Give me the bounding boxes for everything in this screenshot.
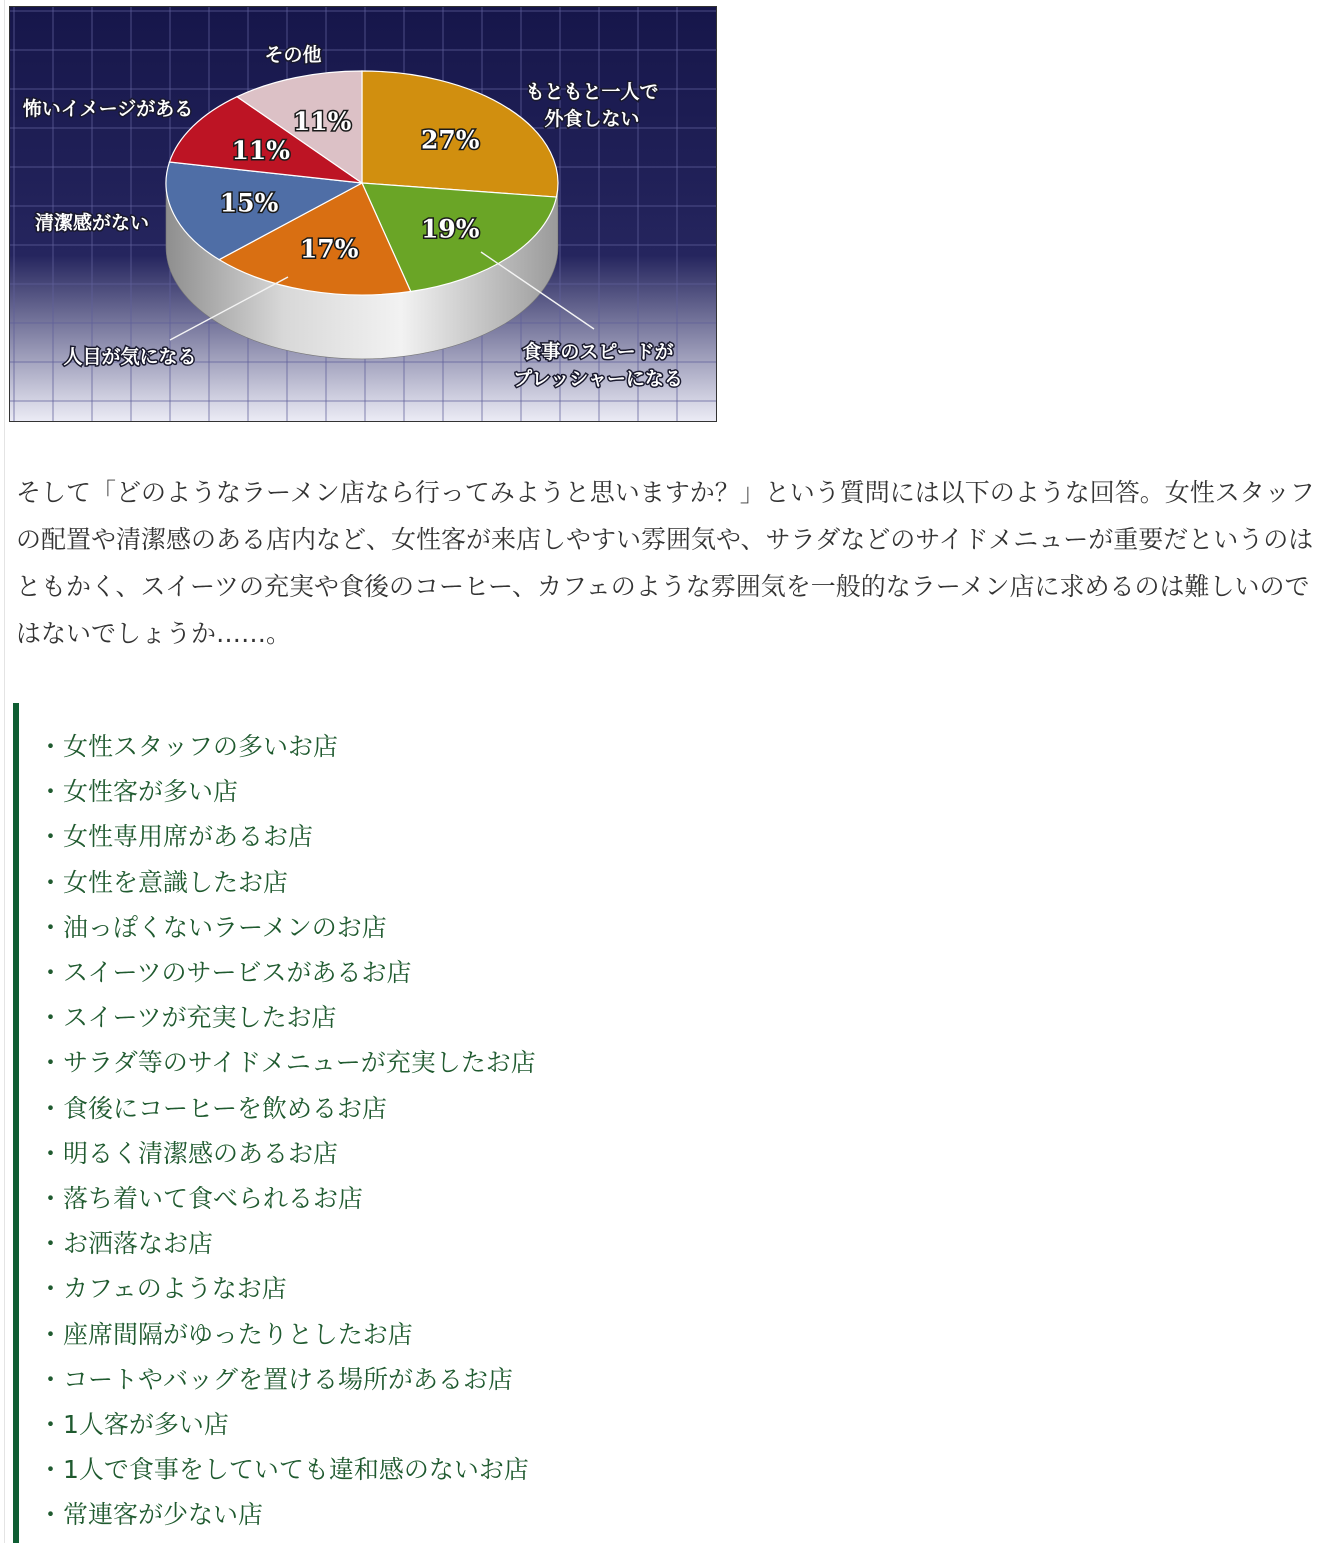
list-item: ・1人客が多い店 (38, 1410, 229, 1440)
pie-category-label: 食事のスピードが (522, 341, 674, 363)
list-item: ・落ち着いて食べられるお店 (38, 1184, 364, 1214)
pie-chart (10, 7, 716, 421)
list-item: ・お洒落なお店 (38, 1229, 214, 1259)
pie-category-label: 外食しない (544, 108, 640, 130)
list-item: ・座席間隔がゆったりとしたお店 (38, 1319, 413, 1349)
pie-value-label: 27% (420, 125, 480, 155)
list-item: ・カフェのようなお店 (38, 1274, 287, 1304)
list-item: ・女性スタッフの多いお店 (38, 732, 339, 761)
list-item: ・油っぽくないラーメンのお店 (38, 912, 387, 942)
list-item: ・スイーツが充実したお店 (38, 1003, 337, 1033)
list-item: ・常連客が少ない店 (38, 1500, 264, 1530)
pie-category-label: 人目が気になる (63, 346, 197, 368)
pie-chart-image (9, 6, 717, 422)
pie-category-label: 怖いイメージがある (22, 98, 194, 120)
list-item: ・明るく清潔感のあるお店 (38, 1138, 339, 1168)
list-item: ・女性専用席があるお店 (38, 822, 314, 852)
list-item: ・女性客が多い店 (38, 777, 239, 807)
pie-category-label: 清潔感がない (34, 212, 150, 234)
pie-category-label: プレッシャーになる (513, 368, 683, 390)
pie-category-label: もともと一人で (525, 81, 659, 103)
left-divider (4, 0, 5, 1543)
pie-value-label: 19% (420, 214, 480, 244)
list-item: ・スイーツのサービスがあるお店 (38, 958, 412, 988)
list-item: ・1人で食事をしていても違和感のないお店 (38, 1455, 529, 1485)
body-paragraph: そして「どのようなラーメン店なら行ってみようと思いますか？」という質問には以下のような回答。女性スタッフの配置や清潔感のある店内など、女性客が来店しやすい雰囲気や、サラダなどのサイドメニューが重要だというのはともかく、スイーツの充実や食後のコーヒー、カフェのような雰囲気を一般的なラーメン店に求めるのは難しいのではないでしょうか……。 (16, 478, 1315, 648)
pie-slices (166, 71, 558, 295)
answer-blockquote (13, 703, 1313, 1543)
pie-value-label: 15% (219, 188, 279, 218)
list-item: ・コートやバッグを置ける場所があるお店 (38, 1364, 514, 1394)
list-item: ・サラダ等のサイドメニューが充実したお店 (38, 1048, 536, 1078)
pie-value-label: 17% (299, 234, 359, 264)
pie-value-label: 11% (231, 135, 291, 165)
list-item: ・女性を意識したお店 (38, 867, 289, 897)
pie-category-label: その他 (264, 44, 322, 66)
pie-value-label: 11% (292, 106, 352, 136)
list-item: ・食後にコーヒーを飲めるお店 (38, 1093, 388, 1123)
